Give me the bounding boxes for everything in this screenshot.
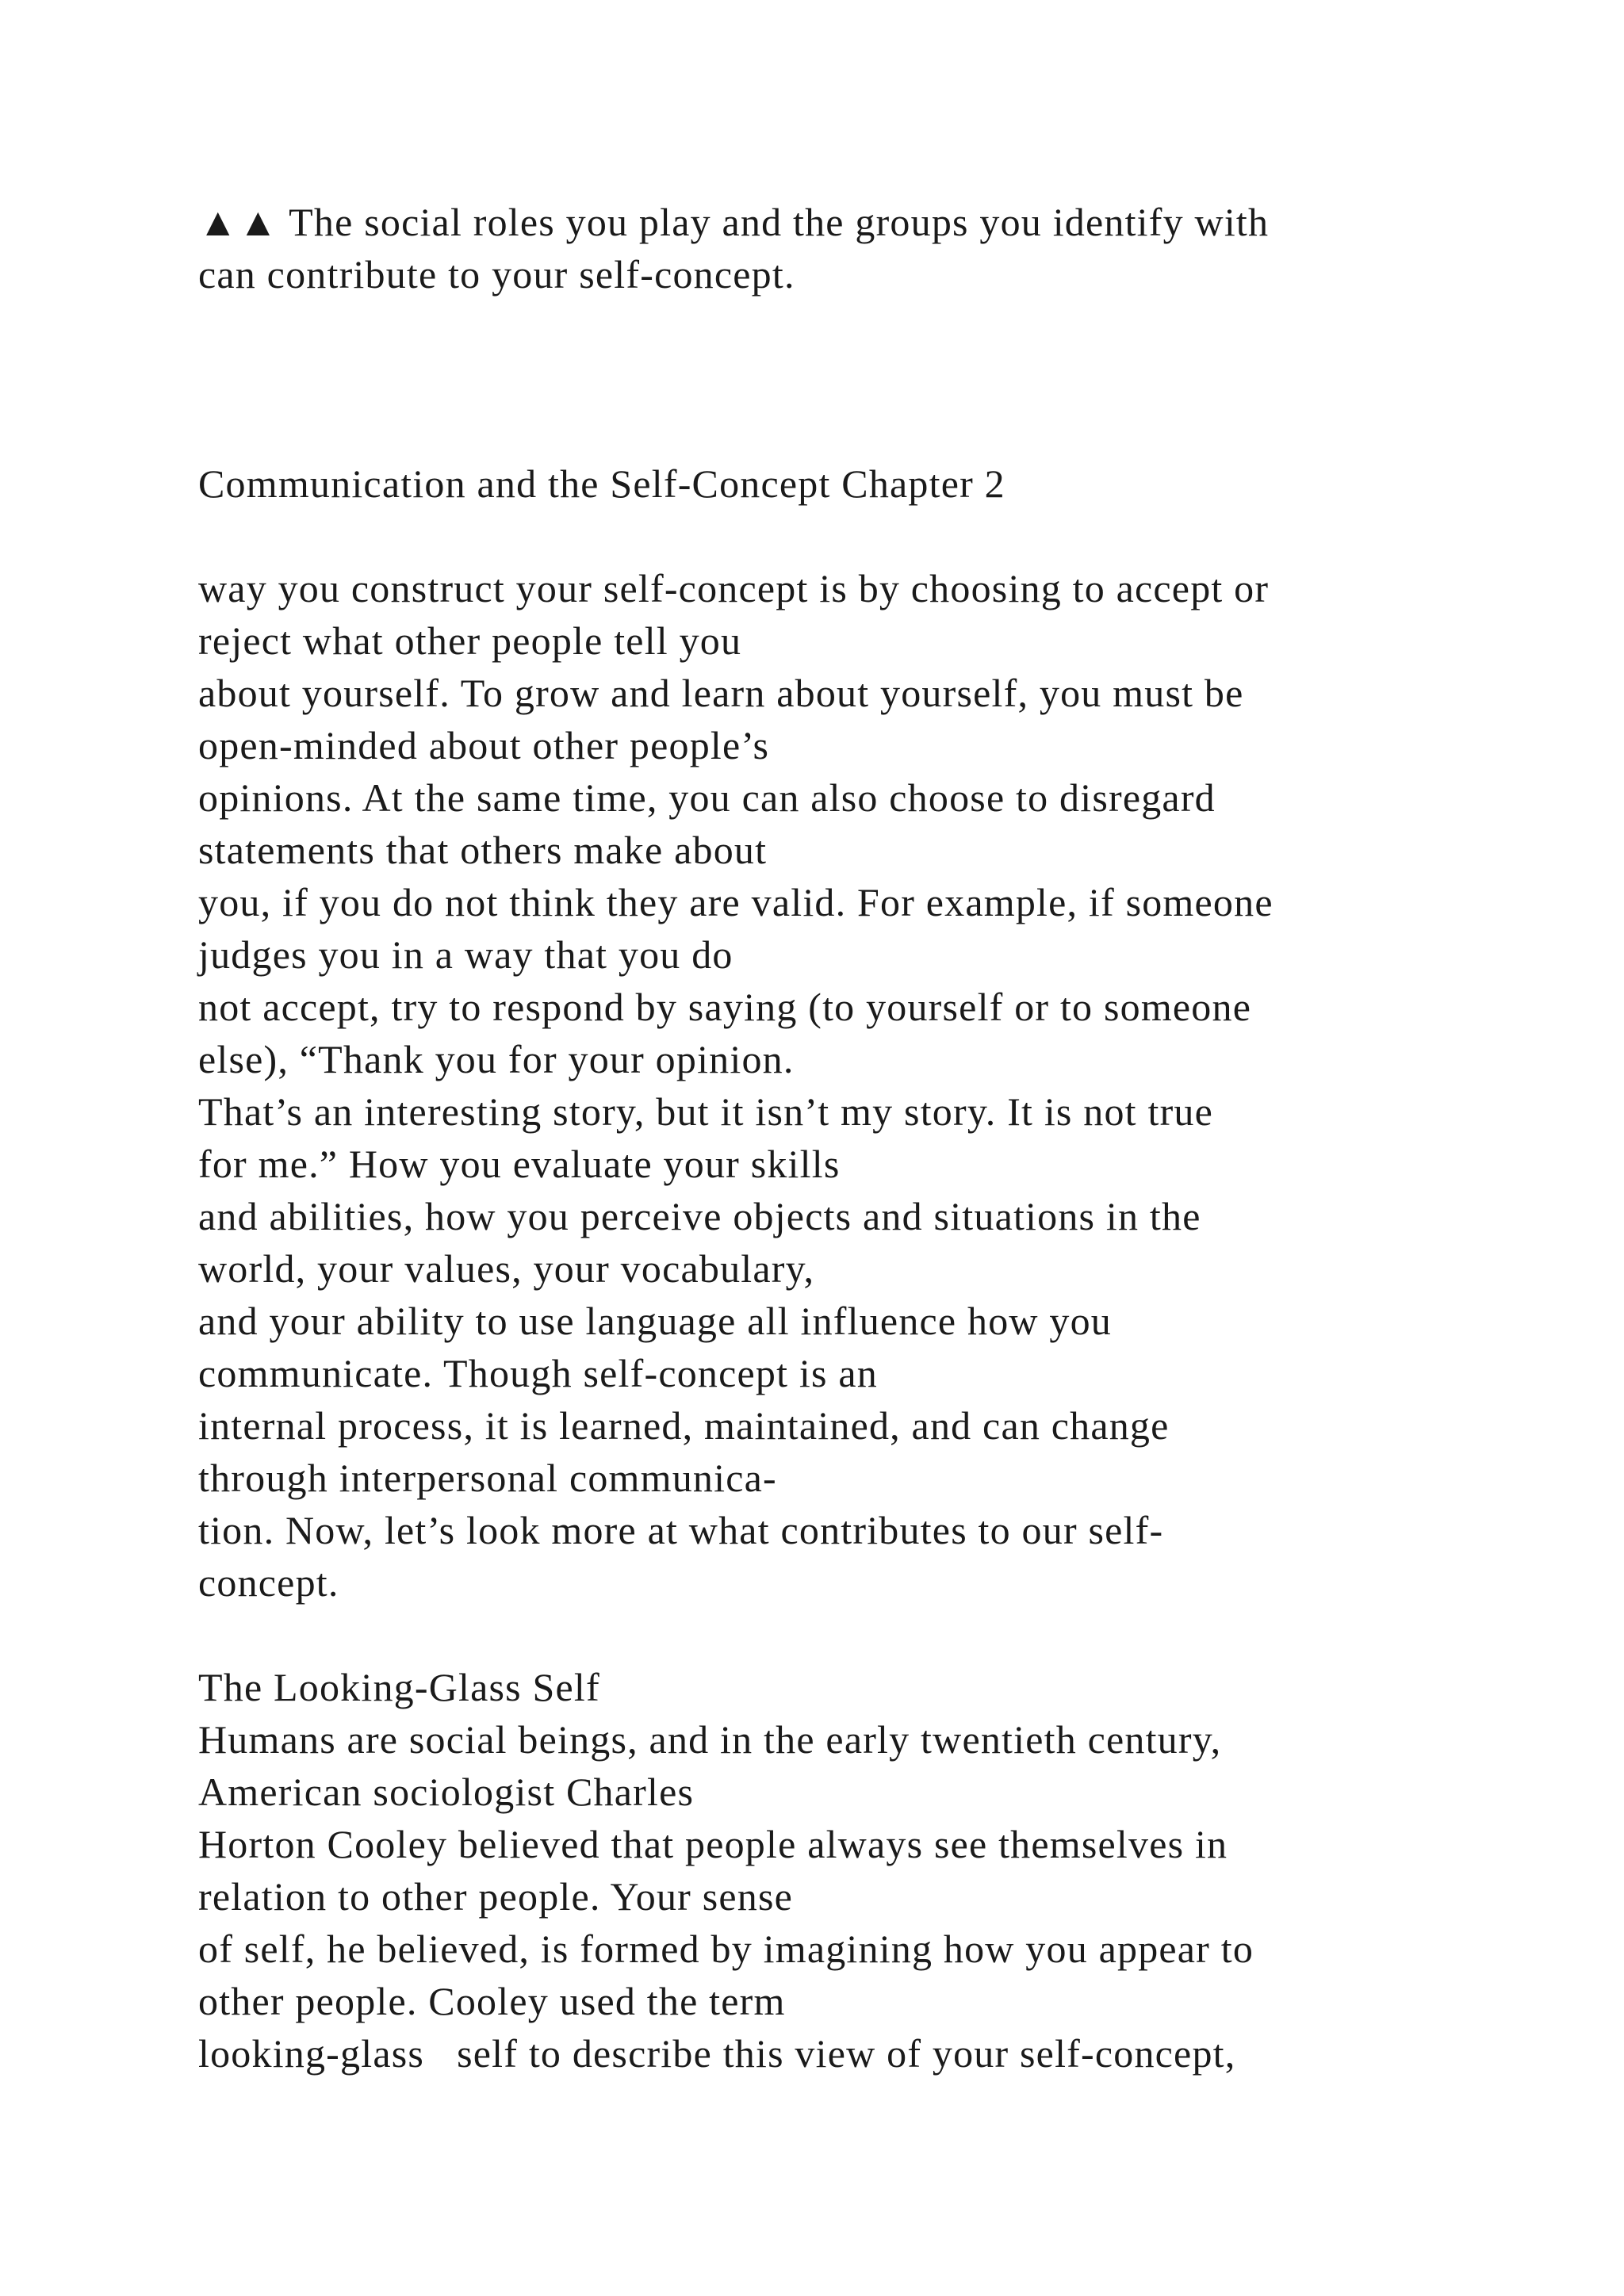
- paragraph-line: reject what other people tell you: [198, 618, 742, 663]
- paragraph-line: open-minded about other people’s: [198, 723, 770, 767]
- paragraph-line: through interpersonal communica-: [198, 1456, 777, 1500]
- paragraph-line: relation to other people. Your sense: [198, 1874, 794, 1919]
- paragraph-line: way you construct your self-concept is by choosing to accept or: [198, 566, 1270, 610]
- caption-line-2: can contribute to your self-concept.: [198, 252, 795, 297]
- paragraph-line: of self, he believed, is formed by imagining how you appear to: [198, 1927, 1254, 1971]
- paragraph-line: Humans are social beings, and in the early twentieth century,: [198, 1717, 1222, 1762]
- paragraph-line: other people. Cooley used the term: [198, 1979, 786, 2023]
- paragraph-line: for me.” How you evaluate your skills: [198, 1142, 841, 1186]
- paragraph-line: judges you in a way that you do: [198, 932, 733, 977]
- paragraph-line: concept.: [198, 1560, 339, 1605]
- paragraph-line: and your ability to use language all influence how you: [198, 1299, 1113, 1343]
- paragraph-line: and abilities, how you perceive objects and situations in the: [198, 1194, 1201, 1238]
- paragraph-line: opinions. At the same time, you can also choose to disregard: [198, 775, 1216, 820]
- section-heading: The Looking-Glass Self: [198, 1665, 600, 1709]
- paragraph-line: That’s an interesting story, but it isn’t my story. It is not true: [198, 1089, 1214, 1134]
- paragraph-line: Horton Cooley believed that people always see themselves in: [198, 1822, 1228, 1866]
- paragraph-line: statements that others make about: [198, 828, 768, 872]
- paragraph-line: tion. Now, let’s look more at what contributes to our self-: [198, 1508, 1164, 1552]
- running-header: Communication and the Self-Concept Chapter 2: [198, 461, 1005, 506]
- paragraph-line: American sociologist Charles: [198, 1770, 695, 1814]
- paragraph-line: you, if you do not think they are valid. For example, if someone: [198, 880, 1274, 924]
- paragraph-line: communicate. Though self-concept is an: [198, 1351, 878, 1395]
- paragraph-line: internal process, it is learned, maintained, and can change: [198, 1403, 1170, 1448]
- paragraph-line: not accept, try to respond by saying (to yourself or to someone: [198, 985, 1252, 1029]
- paragraph-line: looking-glass self to describe this view of your self-concept,: [198, 2031, 1236, 2076]
- caption-line-1: ▲▲ The social roles you play and the groups you identify with: [198, 200, 1270, 244]
- paragraph-line: world, your values, your vocabulary,: [198, 1246, 815, 1291]
- paragraph-line: about yourself. To grow and learn about yourself, you must be: [198, 671, 1244, 715]
- paragraph-line: else), “Thank you for your opinion.: [198, 1037, 795, 1081]
